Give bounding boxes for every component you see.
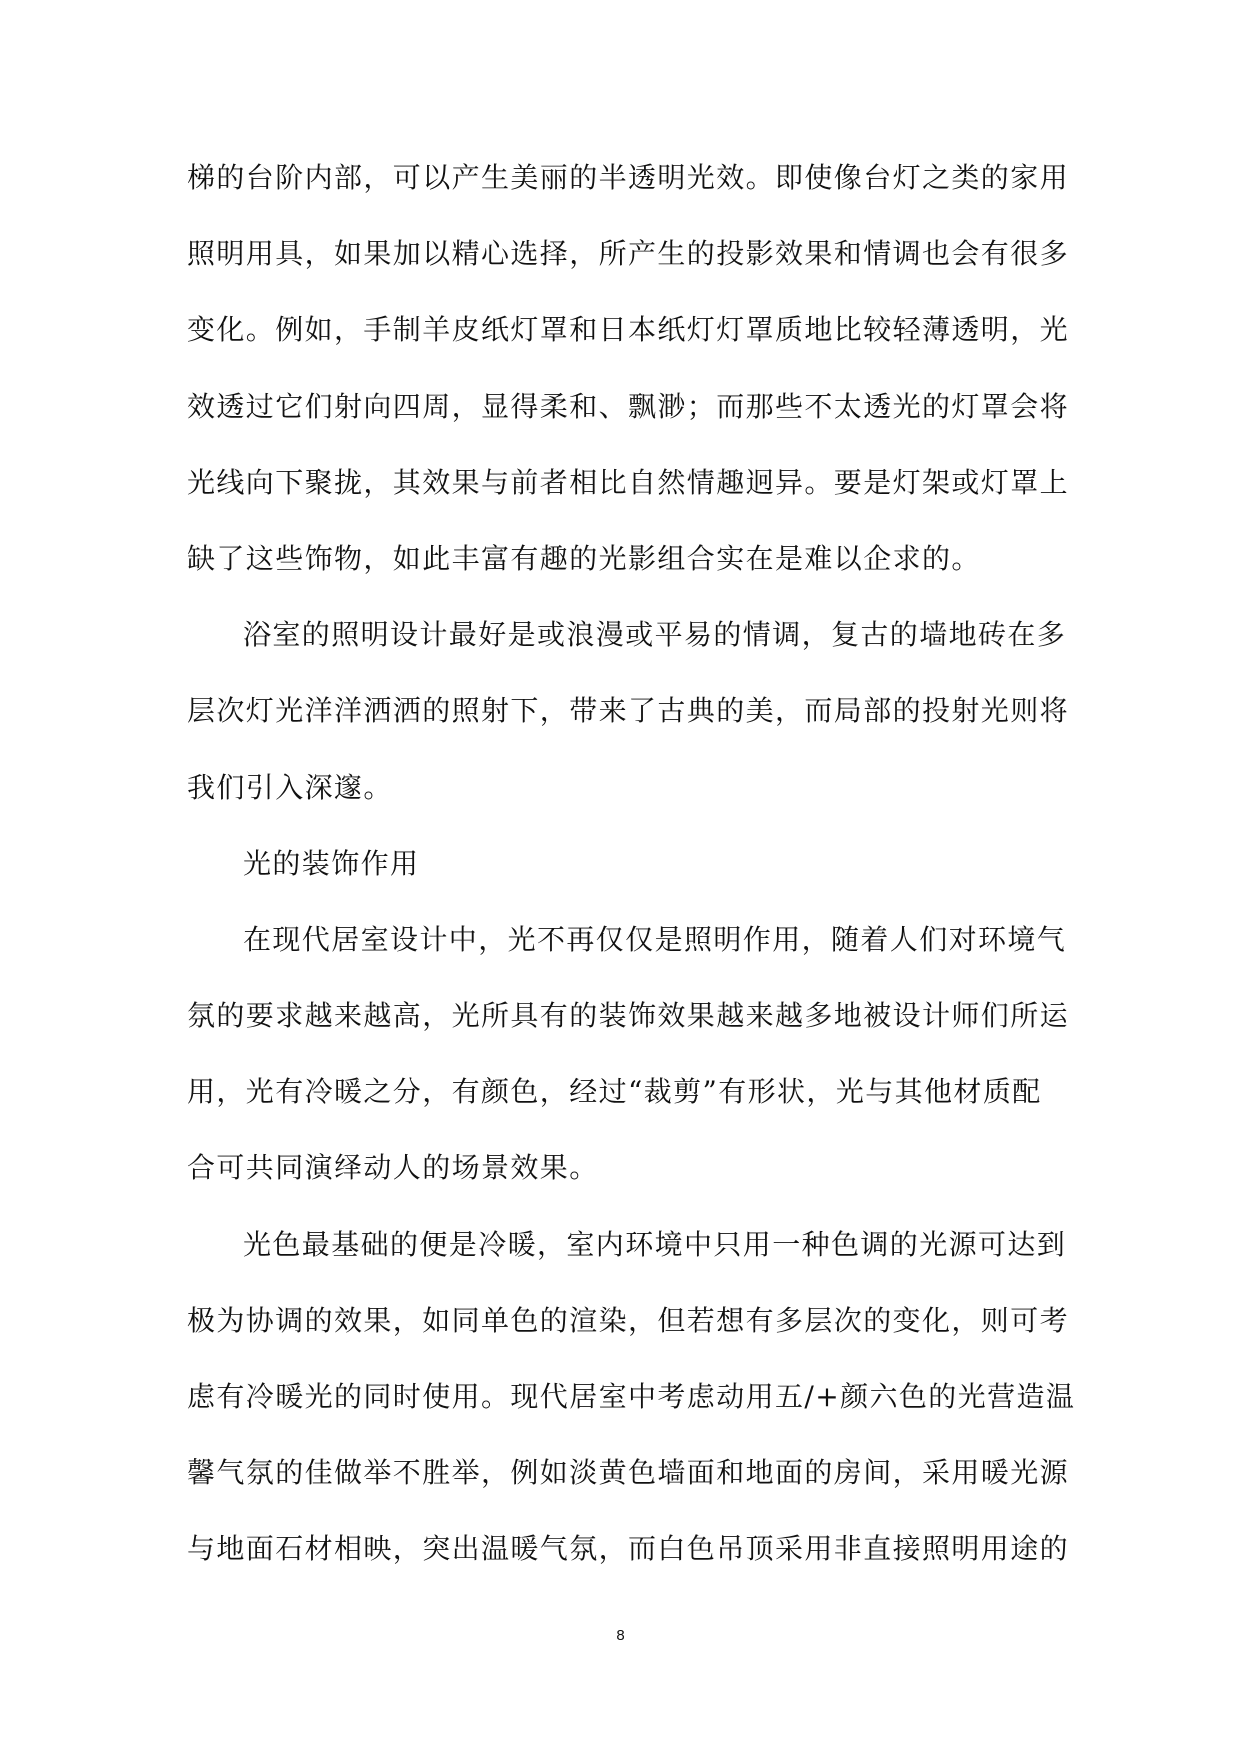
text-line: 我们引入深邃。 (187, 770, 393, 804)
text-line: 虑有冷暖光的同时使用。现代居室中考虑动用五/+颜六色的光营造温 (187, 1380, 1076, 1413)
text-line: 光线向下聚拢，其效果与前者相比自然情趣迥异。要是灯架或灯罩上 (187, 465, 1070, 499)
text-line: 氛的要求越来越高，光所具有的装饰效果越来越多地被设计师们所运 (187, 999, 1070, 1033)
paragraph-first-line: 光色最基础的便是冷暖，室内环境中只用一种色调的光源可达到 (243, 1227, 1067, 1261)
text-line: 合可共同演绎动人的场景效果。 (187, 1151, 599, 1185)
body-text (187, 140, 1076, 1588)
text-line: 变化。例如，手制羊皮纸灯罩和日本纸灯灯罩质地比较轻薄透明，光 (187, 313, 1070, 347)
paragraph-first-line: 在现代居室设计中，光不再仅仅是照明作用，随着人们对环境气 (243, 922, 1067, 956)
paragraph-first-line: 浴室的照明设计最好是或浪漫或平易的情调，复古的墙地砖在多 (243, 618, 1067, 652)
text-line: 馨气氛的佳做举不胜举，例如淡黄色墙面和地面的房间，采用暖光源 (187, 1456, 1070, 1490)
section-heading: 光的装饰作用 (243, 846, 420, 880)
text-line: 极为协调的效果，如同单色的渲染，但若想有多层次的变化，则可考 (187, 1303, 1070, 1337)
page-number: 8 (616, 1627, 625, 1644)
text-line: 层次灯光洋洋洒洒的照射下，带来了古典的美，而局部的投射光则将 (187, 694, 1070, 728)
text-line: 与地面石材相映，突出温暖气氛，而白色吊顶采用非直接照明用途的 (187, 1532, 1070, 1566)
text-line: 梯的台阶内部，可以产生美丽的半透明光效。即使像台灯之类的家用 (187, 161, 1070, 194)
text-line: 照明用具，如果加以精心选择，所产生的投影效果和情调也会有很多 (187, 237, 1070, 271)
text-line: 效透过它们射向四周，显得柔和、飘渺；而那些不太透光的灯罩会将 (187, 389, 1070, 423)
text-line: 缺了这些饰物，如此丰富有趣的光影组合实在是难以企求的。 (187, 541, 981, 575)
text-line: 用，光有冷暖之分，有颜色，经过“裁剪”有形状，光与其他材质配 (187, 1075, 1042, 1109)
